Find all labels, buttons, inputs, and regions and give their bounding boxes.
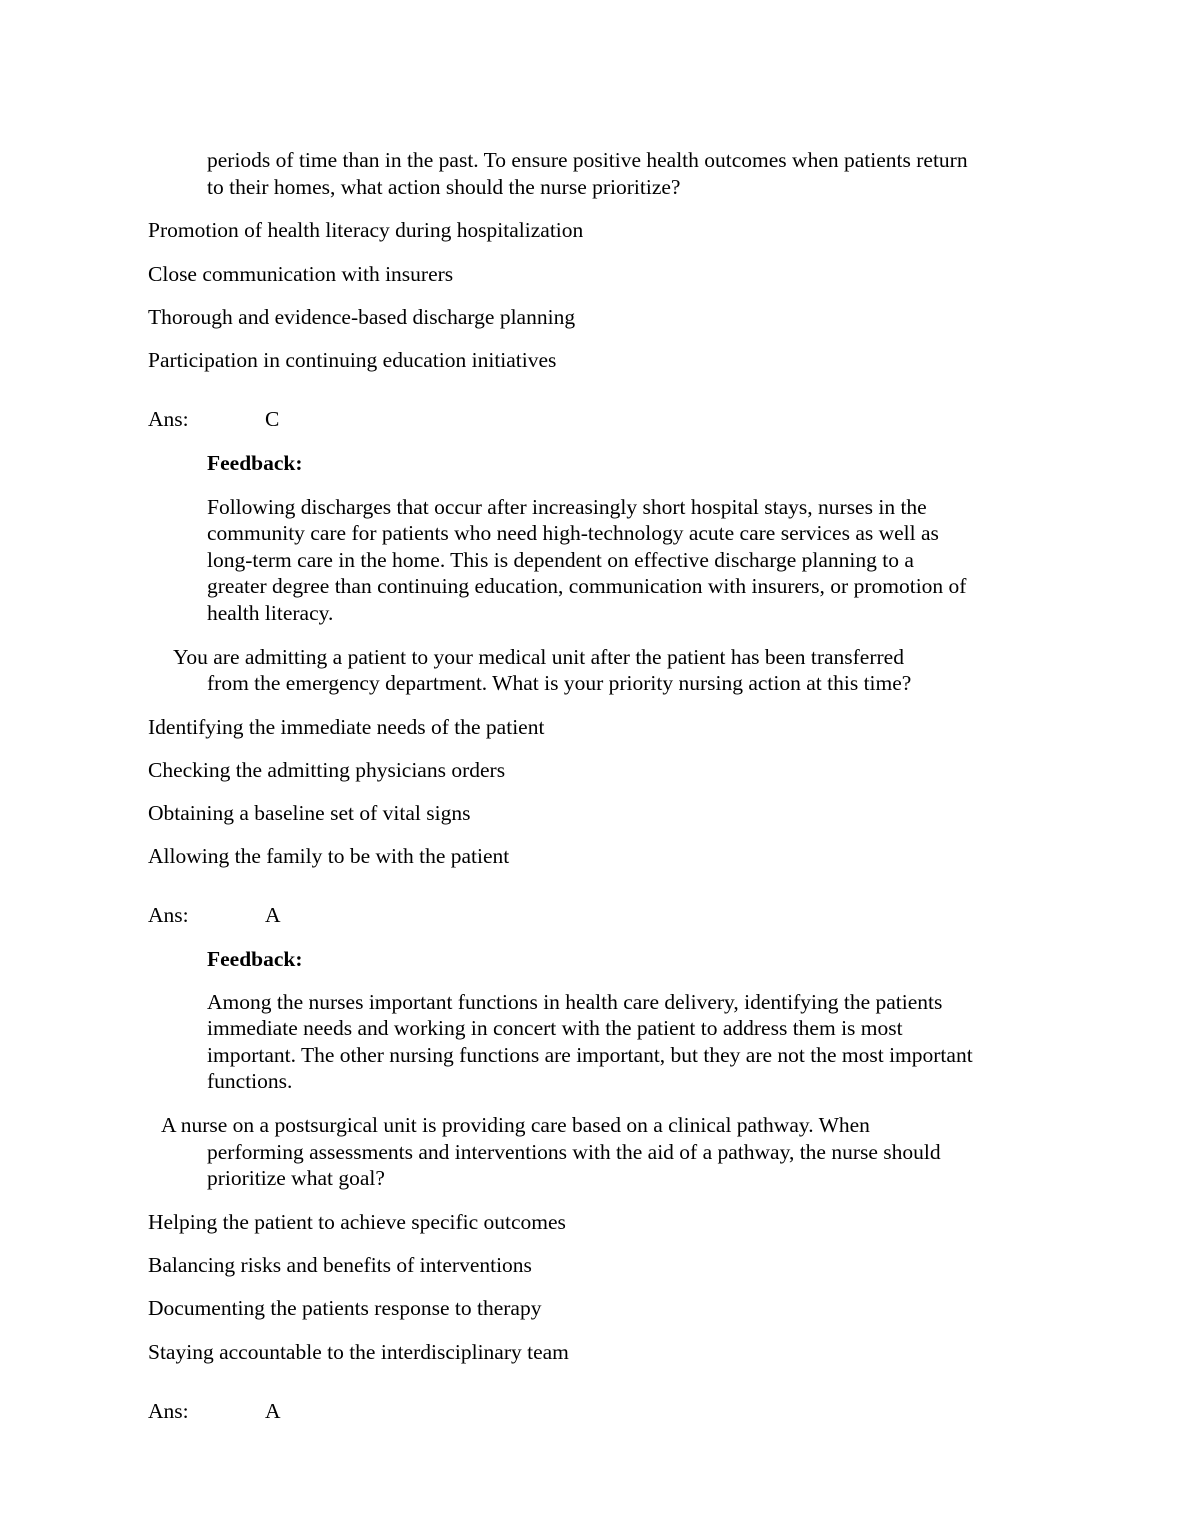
answer-label: Ans: <box>148 407 189 431</box>
answer-option-b: Close communication with insurers <box>148 262 454 286</box>
feedback-line: Following discharges that occur after increasingly short hospital stays, nurses in the <box>207 495 927 519</box>
answer-value: A <box>265 1399 281 1423</box>
feedback-line: immediate needs and working in concert with the patient to address them is most <box>207 1016 903 1040</box>
answer-option-b: Checking the admitting physicians orders <box>148 758 506 782</box>
question-stem-line: to their homes, what action should the nurse prioritize? <box>207 175 681 199</box>
answer-label: Ans: <box>148 1399 189 1423</box>
answer-option-a: Promotion of health literacy during hospitalization <box>148 218 584 242</box>
answer-option-b: Balancing risks and benefits of interventions <box>148 1253 532 1277</box>
question-stem-line: from the emergency department. What is your priority nursing action at this time? <box>207 671 912 695</box>
answer-option-d: Staying accountable to the interdisciplinary team <box>148 1340 569 1364</box>
feedback-heading: Feedback: <box>207 947 303 971</box>
feedback-line: greater degree than continuing education, communication with insurers, or promotion of <box>207 574 967 598</box>
answer-option-d: Participation in continuing education initiatives <box>148 348 557 372</box>
question-stem-line: prioritize what goal? <box>207 1166 385 1190</box>
feedback-line: long-term care in the home. This is dependent on effective discharge planning to a <box>207 548 914 572</box>
question-stem-line: periods of time than in the past. To ensure positive health outcomes when patients return <box>207 148 968 172</box>
feedback-line: community care for patients who need high-technology acute care services as well as <box>207 521 939 545</box>
feedback-line: important. The other nursing functions are important, but they are not the most important <box>207 1043 973 1067</box>
answer-option-c: Documenting the patients response to therapy <box>148 1296 542 1320</box>
answer-option-c: Obtaining a baseline set of vital signs <box>148 801 471 825</box>
answer-option-a: Helping the patient to achieve specific outcomes <box>148 1210 566 1234</box>
answer-label: Ans: <box>148 903 189 927</box>
question-stem-line: You are admitting a patient to your medical unit after the patient has been transferred <box>173 645 904 669</box>
feedback-line: functions. <box>207 1069 293 1093</box>
question-stem-line: A nurse on a postsurgical unit is providing care based on a clinical pathway. When <box>161 1113 870 1137</box>
feedback-line: Among the nurses important functions in health care delivery, identifying the patients <box>207 990 943 1014</box>
answer-option-c: Thorough and evidence-based discharge planning <box>148 305 576 329</box>
answer-option-a: Identifying the immediate needs of the patient <box>148 715 545 739</box>
answer-value: C <box>265 407 280 431</box>
feedback-line: health literacy. <box>207 601 334 625</box>
question-stem-line: performing assessments and interventions with the aid of a pathway, the nurse should <box>207 1140 941 1164</box>
feedback-heading: Feedback: <box>207 451 303 475</box>
answer-option-d: Allowing the family to be with the patient <box>148 844 510 868</box>
answer-value: A <box>265 903 281 927</box>
